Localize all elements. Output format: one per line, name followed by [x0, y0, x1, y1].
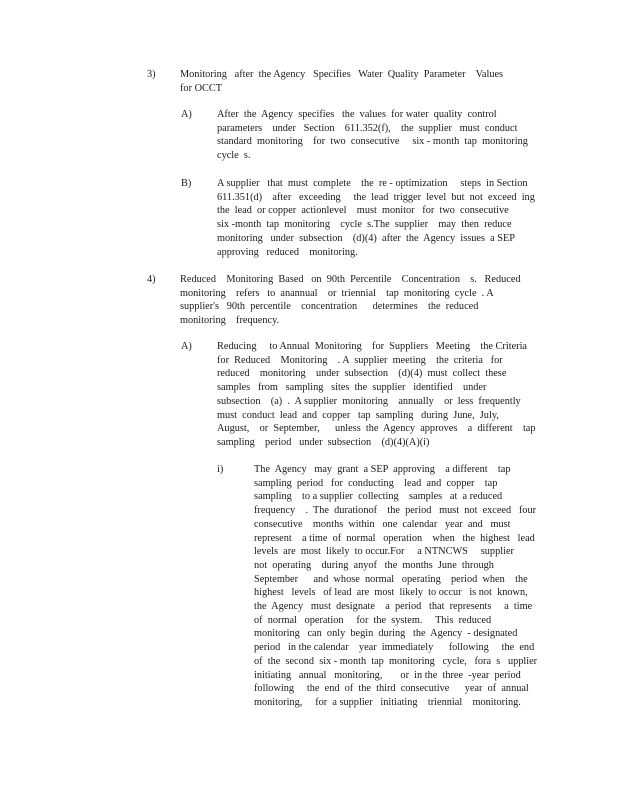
text-line: The Agency may grant a SEP approving a different tap [254, 464, 511, 475]
item-4-a-i-label: i) [217, 464, 224, 475]
text-line: 611.351(d) after exceeding the lead trigger level but not exceed ing [217, 191, 535, 203]
text-line: the lead or copper actionlevel must monitor for two consecutive [217, 205, 509, 217]
text-line: sampling period under subsection (d)(4)(A)(i) [217, 436, 430, 448]
text-line: six -month tap monitoring cycle s.The supplier may then reduce [217, 219, 512, 231]
item-3-a-label: A) [181, 109, 192, 120]
text-line: subsection (a) . A supplier monitoring annually or less frequently [217, 395, 521, 407]
text-line: August, or September, unless the Agency approves a different tap [217, 423, 536, 435]
text-line: not operating during anyof the months June through [254, 559, 494, 571]
text-line: monitoring, for a supplier initiating triennial monitoring. [254, 696, 521, 708]
text-line: monitoring under subsection (d)(4) after the Agency issues a SEP [217, 232, 515, 244]
item-3-b-label: B) [181, 178, 192, 189]
text-line: consecutive months within one calendar year and must [254, 518, 511, 530]
text-line: for Reduced Monitoring . A supplier meeting the criteria for [217, 354, 503, 366]
text-line: period in the calendar year immediately following the end [254, 642, 535, 654]
text-line: Monitoring after the Agency Specifies Water Quality Parameter Values [180, 69, 504, 80]
text-line: the Agency must designate a period that represents a time [254, 601, 533, 613]
item-4-label: 4) [147, 274, 156, 285]
text-line: standard monitoring for two consecutive six - month tap monitoring [217, 136, 528, 148]
text-line: cycle s. [217, 150, 251, 162]
text-line: monitoring refers to anannual or triennial tap monitoring cycle . A [180, 287, 494, 299]
text-line: reduced monitoring under subsection (d)(4) must collect these [217, 368, 507, 380]
text-line: Reduced Monitoring Based on 90th Percentile Concentration s. Reduced [180, 274, 521, 285]
text-line: supplier's 90th percentile concentration determines the reduced [180, 301, 479, 313]
item-3-b-text [217, 177, 539, 259]
text-line: of the second six - month tap monitoring cycle, fora s upplier [254, 655, 538, 667]
text-line: highest levels of lead are most likely to occur is not known, [254, 587, 528, 599]
text-line: approving reduced monitoring. [217, 246, 358, 258]
item-3-label: 3) [147, 69, 156, 80]
text-line: represent a time of normal operation when the highest lead [254, 532, 535, 544]
text-line: monitoring can only begin during the Agency - designated [254, 628, 518, 640]
text-line: sampling period for conducting lead and copper tap [254, 477, 498, 489]
text-line: samples from sampling sites the supplier identified under [217, 382, 487, 394]
item-3-a-text [217, 108, 535, 163]
item-4-a-label: A) [181, 341, 192, 352]
text-line: September and whose normal operating period when the [254, 573, 528, 585]
text-line: of normal operation for the system. This reduced [254, 614, 492, 626]
text-line: levels are most likely to occur.For a NTNCWS supplier [254, 546, 514, 558]
text-line: parameters under Section 611.352(f), the supplier must conduct [217, 122, 518, 134]
text-line: following the end of the third consecutive year of annual [254, 683, 529, 695]
item-4-text [180, 273, 525, 328]
text-line: sampling to a supplier collecting samples at a reduced [254, 491, 503, 503]
text-line: must conduct lead and copper tap sampling during June, July, [217, 409, 499, 421]
item-3-text [180, 68, 525, 95]
text-line: frequency . The durationof the period must not exceed four [254, 505, 537, 517]
text-line: A supplier that must complete the re - optimization steps in Section [217, 178, 528, 189]
text-line: Reducing to Annual Monitoring for Suppliers Meeting the Criteria [217, 341, 528, 352]
text-line: After the Agency specifies the values for water quality control [217, 109, 497, 120]
text-line: monitoring frequency. [180, 315, 280, 327]
item-4-a-i-text [254, 463, 540, 710]
text-line: for OCCT [180, 82, 223, 94]
item-4-a-text [217, 340, 535, 450]
text-line: initiating annual monitoring, or in the three -year period [254, 669, 521, 681]
